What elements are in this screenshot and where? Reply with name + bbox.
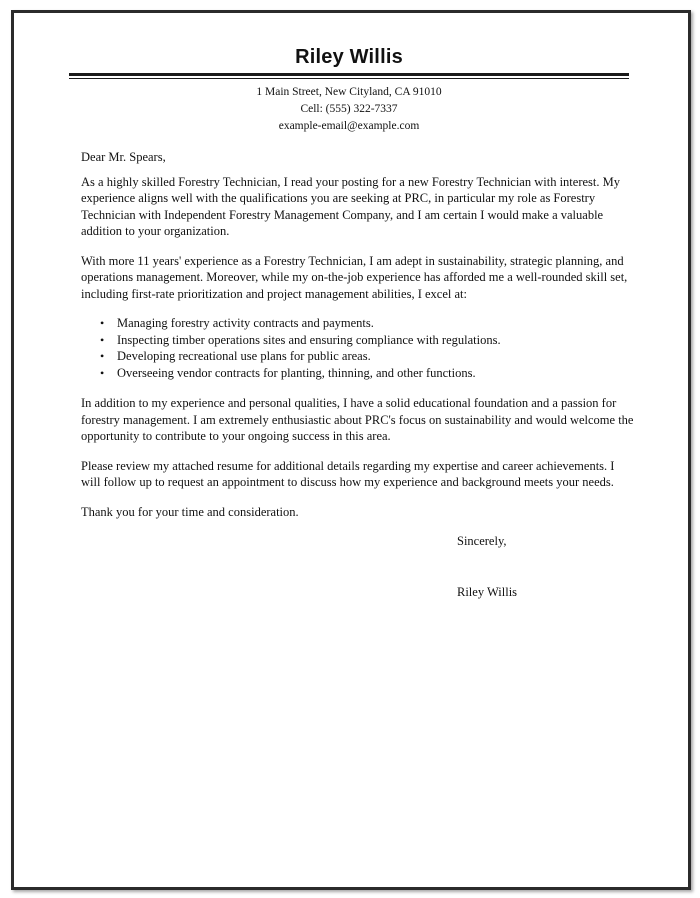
paragraph-education: In addition to my experience and personal qualities, I have a solid educational foundation and a passion for forestry management. I am extremely enthusiastic about PRC's focus on sustainability and would welcome the opportunity to contribute to your ongoing success in this area. [81, 396, 634, 443]
sender-address: 1 Main Street, New Cityland, CA 91010 [256, 86, 442, 98]
skills-list [81, 315, 637, 381]
list-item-text: Managing forestry activity contracts and payments. [117, 316, 374, 330]
sender-name: Riley Willis [295, 46, 403, 68]
list-item [100, 348, 637, 365]
paragraph-intro: As a highly skilled Forestry Technician, I read your posting for a new Forestry Technician with interest. My experience aligns well with the qualifications you are seeking at PRC, in particular my role as Forestry Technician with Independent Forestry Management Company, and I am certain I would make a valuable addition to your organization. [81, 174, 620, 238]
list-item-text: Inspecting timber operations sites and ensuring compliance with regulations. [117, 332, 501, 347]
bullet-icon: • [100, 349, 105, 363]
salutation: Dear Mr. Spears, [81, 150, 166, 164]
header-rule-thick [69, 73, 629, 76]
bullet-icon: • [100, 365, 105, 380]
bullet-icon: • [100, 332, 105, 347]
header-rule-thin [69, 78, 629, 79]
closing-phrase: Sincerely, [457, 534, 507, 548]
signature-name: Riley Willis [457, 584, 518, 599]
letter-page [69, 45, 634, 600]
list-item-text: Overseeing vendor contracts for planting, thinning, and other functions. [117, 365, 476, 380]
paragraph-experience: With more 11 years' experience as a Forestry Technician, I am adept in sustainability, strategic planning, and operations management. Moreover, while my on-the-job experience has afforded me a well-rounded skill set, including first-rate prioritization and project management abilities, I excel at: [81, 253, 628, 301]
list-item [100, 315, 637, 332]
sender-cell: Cell: (555) 322-7337 [300, 103, 398, 115]
bullet-icon: • [100, 316, 105, 330]
sender-email: example-email@example.com [278, 120, 420, 132]
list-item-text: Developing recreational use plans for public areas. [117, 349, 371, 363]
list-item [100, 332, 637, 349]
letter-body [69, 149, 637, 600]
list-item [100, 365, 637, 382]
closing-block [81, 533, 637, 600]
contact-block [69, 84, 629, 135]
paragraph-follow-up: Please review my attached resume for additional details regarding my expertise and career achievements. I will follow up to request an appointment to discuss how my experience and background meets your needs. [81, 458, 615, 489]
paragraph-thanks: Thank you for your time and consideration. [81, 504, 299, 519]
